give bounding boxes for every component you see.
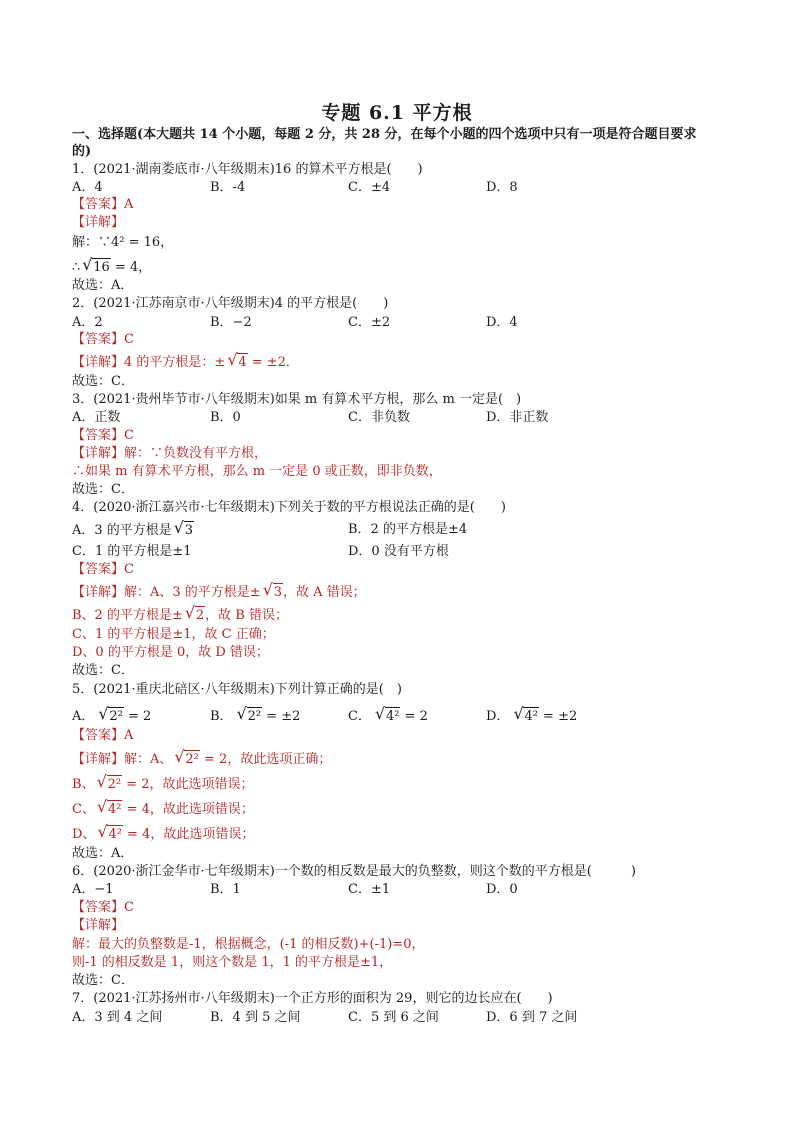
q3-conclusion: 故选：C． bbox=[72, 482, 134, 497]
sqrt-expression: √ 4² bbox=[523, 707, 538, 725]
q4-detail-line bbox=[72, 583, 366, 601]
q1-option-c: C．±4 bbox=[348, 180, 391, 195]
q4-detail-line-d: D、0 的平方根是 0，故 D 错误； bbox=[72, 645, 269, 660]
q6-answer: 【答案】C bbox=[72, 900, 134, 915]
q4-conclusion: 故选：C． bbox=[72, 663, 134, 678]
q6-option-b: B．1 bbox=[210, 882, 241, 897]
q5-line-c-post: = 4，故此选项错误； bbox=[122, 802, 254, 817]
q3-detail-text: 解：∵负数没有平方根， bbox=[124, 446, 268, 461]
question-5-stem: 5．(2021·重庆北碚区·八年级期末)下列计算正确的是( ) bbox=[72, 682, 402, 697]
sqrt-expression: √ 2² bbox=[184, 750, 199, 768]
q6-detail-line-1: 解：最大的负整数是-1，根据概念，(-1 的相反数)+(-1)=0， bbox=[72, 937, 425, 952]
q4-option-a-text: A．3 的平方根是 bbox=[72, 523, 172, 538]
q5-detail-post: = 2，故此选项正确； bbox=[199, 752, 332, 767]
page-title: 专题 6.1 平方根 bbox=[321, 102, 473, 124]
q4-option-c: C．1 的平方根是±1 bbox=[72, 544, 192, 559]
q4-detail-text: 解：A、3 的平方根是± bbox=[124, 585, 261, 600]
q2-option-a: A．2 bbox=[72, 315, 103, 330]
q5-detail-line-c bbox=[72, 800, 254, 818]
q7-option-b: B．4 到 5 之间 bbox=[210, 1010, 301, 1025]
q4-detail-post: ，故 A 错误； bbox=[282, 585, 366, 600]
q2-detail-post: = ±2． bbox=[247, 355, 299, 370]
q6-option-d: D．0 bbox=[486, 882, 518, 897]
question-6-stem: 6．(2020·浙江金华市·七年级期末)一个数的相反数是最大的负整数，则这个数的平方根是( ) bbox=[72, 864, 636, 879]
q4-line-b-post: ，故 B 错误； bbox=[205, 608, 288, 623]
q6-detail-label: 【详解】 bbox=[72, 918, 125, 933]
sqrt-expression: √ 4² bbox=[107, 800, 122, 818]
q6-detail-line-2: 则-1 的相反数是 1，则这个数是 1，1 的平方根是±1， bbox=[72, 955, 393, 970]
q6-option-c: C．±1 bbox=[348, 882, 391, 897]
q5-option-d-label: D． bbox=[486, 709, 510, 724]
q5-option-b bbox=[210, 707, 300, 725]
q1-solution-line-2 bbox=[72, 258, 151, 276]
sqrt-expression: √ 2² bbox=[108, 707, 123, 725]
section-header: 一、选择题(本大题共 14 个小题，每题 2 分，共 28 分，在每个小题的四个选项中只有一项是符合题目要求 bbox=[72, 127, 697, 142]
q5-line-c-text: C、 bbox=[72, 802, 95, 817]
sqrt-expression: √ 2² bbox=[107, 775, 122, 793]
q1-sol-result: = 4， bbox=[110, 260, 152, 275]
q3-option-c: C．非负数 bbox=[348, 410, 410, 425]
q5-line-d-text: D、 bbox=[72, 827, 96, 842]
q4-detail-line-c: C、1 的平方根是±1，故 C 正确； bbox=[72, 627, 275, 642]
q5-option-d-result: = ±2 bbox=[538, 709, 578, 724]
q5-option-a-result: = 2 bbox=[123, 709, 152, 724]
sqrt-expression: √ 4² bbox=[107, 825, 122, 843]
q5-line-d-post: = 4，故此选项错误； bbox=[122, 827, 255, 842]
sqrt-expression: √ 2 bbox=[195, 606, 205, 624]
question-1-stem: 1．(2021·湖南娄底市·八年级期末)16 的算术平方根是( ) bbox=[72, 162, 423, 177]
q3-option-d: D．非正数 bbox=[486, 410, 549, 425]
q2-conclusion: 故选：C． bbox=[72, 374, 134, 389]
q7-option-a: A．3 到 4 之间 bbox=[72, 1010, 163, 1025]
sqrt-expression: √ 4 bbox=[237, 353, 247, 371]
q3-option-a: A．正数 bbox=[72, 410, 121, 425]
q5-option-a bbox=[72, 707, 151, 725]
q4-answer: 【答案】C bbox=[72, 562, 134, 577]
q5-answer: 【答案】A bbox=[72, 728, 134, 743]
q5-option-c-label: C． bbox=[348, 709, 371, 724]
q1-detail-label: 【详解】 bbox=[72, 215, 125, 230]
sqrt-expression: √ 3 bbox=[184, 521, 194, 539]
section-header-cont: 的) bbox=[72, 144, 92, 159]
q5-option-b-label: B． bbox=[210, 709, 233, 724]
q1-conclusion: 故选：A． bbox=[72, 278, 134, 293]
q3-detail-label: 【详解】 bbox=[72, 446, 125, 461]
sqrt-expression: √ 2² bbox=[247, 707, 262, 725]
sqrt-expression: √ 16 bbox=[92, 258, 111, 276]
question-3-stem: 3．(2021·贵州毕节市·八年级期末)如果 m 有算术平方根，那么 m 一定是( ) bbox=[72, 392, 522, 407]
q1-option-a: A．4 bbox=[72, 180, 103, 195]
q5-conclusion: 故选：A． bbox=[72, 846, 134, 861]
q5-line-b-text: B、 bbox=[72, 777, 95, 792]
q2-option-b: B．−2 bbox=[210, 315, 252, 330]
q2-detail-line bbox=[72, 353, 299, 371]
q5-option-a-label: A． bbox=[72, 709, 95, 724]
q2-option-d: D．4 bbox=[486, 315, 518, 330]
q3-detail-line bbox=[72, 445, 267, 462]
question-2-stem: 2．(2021·江苏南京市·八年级期末)4 的平方根是( ) bbox=[72, 296, 389, 311]
q5-line-b-post: = 2，故此选项错误； bbox=[122, 777, 254, 792]
q5-detail-line bbox=[72, 750, 331, 768]
q1-solution-line-1: 解：∵4² = 16， bbox=[72, 235, 174, 250]
q4-line-b-text: B、2 的平方根是± bbox=[72, 608, 183, 623]
q4-option-d: D．0 没有平方根 bbox=[348, 544, 449, 559]
q3-answer: 【答案】C bbox=[72, 428, 134, 443]
q4-detail-line-b bbox=[72, 606, 288, 624]
q5-detail-label: 【详解】 bbox=[72, 752, 125, 767]
q5-option-b-result: = ±2 bbox=[262, 709, 301, 724]
therefore-symbol: ∴ bbox=[72, 260, 81, 275]
q1-option-d: D．8 bbox=[486, 180, 518, 195]
q7-option-d: D．6 到 7 之间 bbox=[486, 1010, 578, 1025]
q1-option-b: B．-4 bbox=[210, 180, 246, 195]
q4-detail-label: 【详解】 bbox=[72, 585, 125, 600]
q1-answer: 【答案】A bbox=[72, 197, 134, 212]
q5-detail-line-b bbox=[72, 775, 253, 793]
q7-option-c: C．5 到 6 之间 bbox=[348, 1010, 439, 1025]
q2-answer: 【答案】C bbox=[72, 332, 134, 347]
q5-detail-text: 解：A、 bbox=[124, 752, 173, 767]
sqrt-expression: √ 3 bbox=[273, 583, 283, 601]
q6-conclusion: 故选：C． bbox=[72, 973, 134, 988]
q6-option-a: A．−1 bbox=[72, 882, 114, 897]
q3-option-b: B．0 bbox=[210, 410, 241, 425]
sqrt-expression: √ 4² bbox=[385, 707, 400, 725]
question-4-stem: 4．(2020·浙江嘉兴市·七年级期末)下列关于数的平方根说法正确的是( ) bbox=[72, 500, 506, 515]
q4-option-b: B．2 的平方根是±4 bbox=[348, 522, 468, 537]
q5-detail-line-d bbox=[72, 825, 254, 843]
q3-detail-line-2: ∴如果 m 有算术平方根，那么 m 一定是 0 或正数，即非负数， bbox=[72, 464, 442, 479]
q2-detail-text: 4 的平方根是：± bbox=[124, 355, 226, 370]
q5-option-c-result: = 2 bbox=[400, 709, 428, 724]
q4-option-a bbox=[72, 521, 194, 539]
q2-option-c: C．±2 bbox=[348, 315, 391, 330]
question-7-stem: 7．(2021·江苏扬州市·八年级期末)一个正方形的面积为 29，则它的边长应在( ) bbox=[72, 991, 553, 1006]
q5-option-c bbox=[348, 707, 428, 725]
q5-option-d bbox=[486, 707, 577, 725]
q2-detail-label: 【详解】 bbox=[72, 355, 125, 370]
